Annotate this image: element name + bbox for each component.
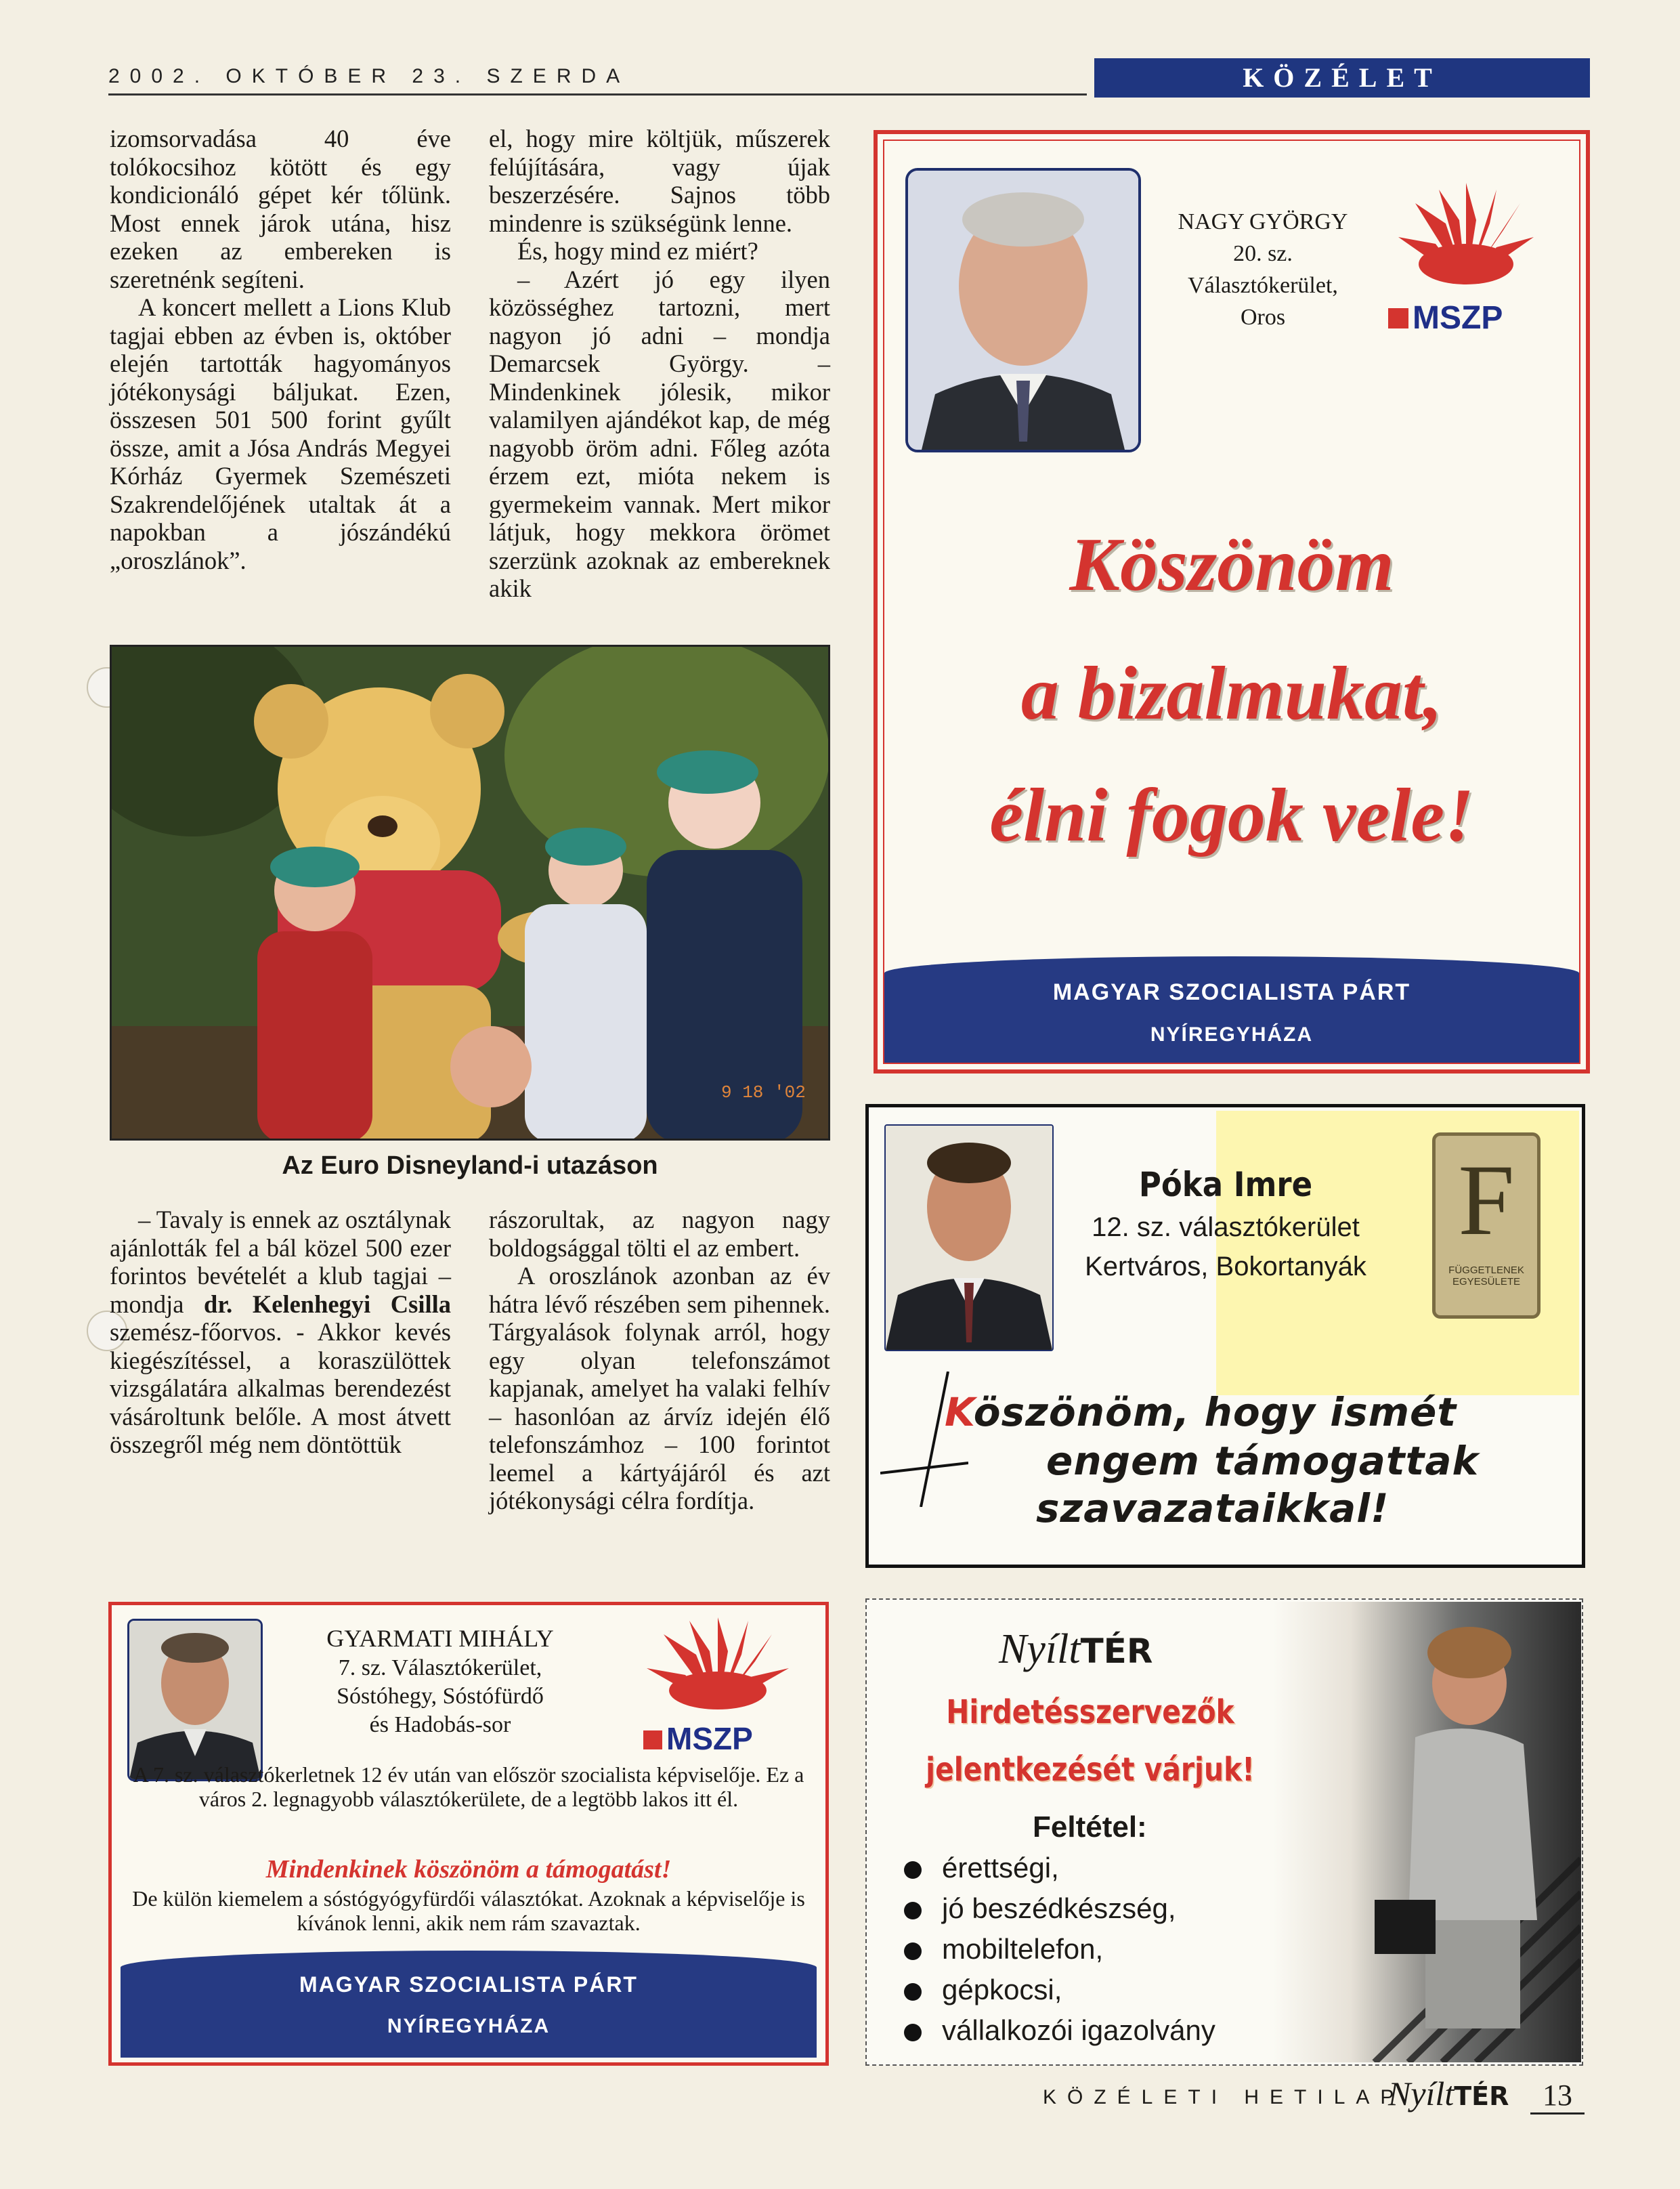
mszp-logo-text: MSZP [1413,300,1503,336]
article-paragraph: – Azért jó egy ilyen közösséghez tartozni, mert nagyon jó adni – mondja Demarcsek György. – Mindenkinek jólesik, mikor valamilyen ajándékot kap, de még nagyobb öröm adni. Főleg azóta érzem ezt, mióta nekem is gyermekeim vannak. Mert mikor látjuk, hogy mekkora örömet szerzünk azoknak az embereknek akik [489,265,830,602]
party-name: MAGYAR SZOCIALISTA PÁRT [1052,979,1411,1005]
portrait-illustration [129,1621,261,1779]
section-title: KÖZÉLET [1094,58,1590,98]
mszp-carnation-icon [1388,183,1544,298]
candidate-name-gyarmati: GYARMATI MIHÁLY [326,1625,554,1652]
party-city: NYÍREGYHÁZA [387,2015,551,2037]
portrait-illustration [886,1126,1052,1350]
poka-thanks-line1 [945,1388,1581,1436]
party-banner-gyarmati [121,1951,817,2058]
article-paragraph: A oroszlánok azonban az év hátra lévő részében sem pihennek. Tárgyalások folynak arról, hogy egy olyan telefonszámot kapjanak, amelyet ha valaki felhív – hasonlóan az árvíz idején élő telefonszámhoz – 100 forintot leemel a kártyájáról és azt jótékonysági célra fordítja. [489,1262,830,1514]
bullet-icon [904,1902,922,1919]
candidate-name-nagy: NAGY GYÖRGY [1178,209,1348,234]
photo-date-stamp: 9 18 '02 [721,1082,806,1103]
mszp-logo-text: MSZP [666,1721,753,1756]
article-paragraph [110,1206,451,1459]
ad-slogan-line3: élni fogok vele! [989,773,1474,857]
mszp-carnation-icon [637,1617,799,1719]
mszp-logo [643,1720,806,1754]
ad-nyilt-photo-area [1273,1602,1581,2062]
article-text: – Tavaly is ennek az osztálynak ajánlották fel a bál közel 500 ezer forintos bevételét a klub tagjai – mondja [110,1206,451,1318]
list-item [904,1970,1310,2010]
candidate-place: Oros [1240,305,1286,330]
party-name: MAGYAR SZOCIALISTA PÁRT [299,1972,638,1997]
article-paragraph: izomsorvadása 40 éve tolókocsihoz kötött és egy kondicionáló gépet kér tőlünk. Most ennek járok utána, hisz ezeken az embereken is szeretnénk segíteni. [110,125,451,293]
list-item [904,2010,1310,2051]
badge-letter: F [1458,1144,1515,1256]
candidate-portrait-gyarmati [127,1619,263,1781]
candidate-place-poka: Kertváros, Bokortanyák [1085,1252,1366,1281]
mszp-logo [1388,299,1551,337]
person-name-bold: dr. Kelenhegyi Csilla [204,1290,451,1318]
footer-label: KÖZÉLETI HETILAP [1043,2086,1405,2108]
list-item [904,1888,1310,1929]
ad-slogan-line2: a bizalmukat, [1020,652,1443,736]
condition-text: vállalkozói igazolvány [942,2014,1215,2046]
bullet-icon [904,1861,922,1879]
article-top-col1 [110,125,451,574]
article-bottom-col1 [110,1206,451,1459]
bullet-icon [904,1942,922,1960]
condition-text: jó beszédkészség, [942,1892,1176,1924]
condition-text: gépkocsi, [942,1974,1062,2005]
article-paragraph: rászorultak, az nagyon nagy boldogsággal tölti el az embert. [489,1206,830,1262]
badge-text-1: FÜGGETLENEK [1448,1264,1524,1276]
footer-logo-bold: TÉR [1454,2081,1509,2111]
poka-thanks-initial: K [945,1389,974,1435]
party-banner-nagy [884,956,1579,1063]
candidate-district-label: Választókerület, [1188,273,1338,298]
logo-word-italic: Nyílt [999,1626,1081,1672]
poka-thanks-line3: szavazataikkal! [1036,1485,1390,1531]
logo-word-bold: TÉR [1080,1632,1153,1671]
article-paragraph: el, hogy mire költjük, műszerek felújítására, vagy újak beszerzésére. Sajnos több mindenre is szükségünk lenne. [489,125,830,237]
nyilt-ter-logo [999,1625,1243,1674]
mszp-logo-square [643,1730,662,1749]
nyilt-conditions-title: Feltétel: [1033,1810,1147,1844]
footer-logo-italic: Nyílt [1388,2075,1455,2112]
candidate-district: 20. sz. [1233,241,1293,266]
candidate-portrait-nagy [905,168,1141,452]
article-top-col2 [489,125,830,603]
fuggetlenek-badge [1432,1132,1541,1319]
poka-thanks-line2: engem támogattak [1046,1438,1480,1484]
photo-caption: Az Euro Disneyland-i utazáson [282,1151,658,1180]
condition-text: mobiltelefon, [942,1933,1104,1965]
article-paragraph: A koncert mellett a Lions Klub tagjai ebben az évben is, október elején tartották hagyományos jótékonysági báljukat. Ezen, összesen 501 500 forint gyűlt össze, amit a Jósa András Megyei Kórház Gyermek Szemészeti Szakrendelőjének utaltak át a napokban a jószándékú „oroszlánok”. [110,293,451,574]
candidate-area-2: és Hadobás-sor [369,1712,511,1737]
article-paragraph: És, hogy mind ez miért? [517,237,758,265]
bullet-icon [904,2024,922,2041]
businesswoman-illustration [1273,1602,1581,2062]
ad-slogan-line1: Köszönöm [1069,523,1394,607]
article-text: szemész-főorvos. - Akkor kevés kiegészítéssel, a koraszülöttek vizsgálatára alkalmas berendezést vásároltunk belőle. A most átvett összegről még nem döntöttük [110,1318,451,1458]
candidate-district-gyarmati: 7. sz. Választókerület, [338,1655,542,1680]
list-item [904,1848,1310,1888]
header-rule [108,93,1087,95]
poka-thanks-text: öszönöm, hogy ismét [973,1389,1457,1435]
photo-illustration [112,647,830,1141]
gyarmati-text-1: A 7. sz. választókerletnek 12 év után van először szocialista képviselője. Ez a város 2. legnagyobb választókerülete, de a legtöbb lakos itt él. [133,1762,804,1811]
nyilt-headline-1: Hirdetésszervezők [946,1693,1234,1731]
bullet-icon [904,1983,922,2001]
party-city: NYÍREGYHÁZA [1150,1023,1314,1046]
condition-text: érettségi, [942,1852,1059,1884]
mszp-logo-square [1388,308,1408,328]
candidate-district-poka: 12. sz. választókerület [1092,1212,1360,1242]
disneyland-photo [110,645,830,1141]
issue-date: 2002. OKTÓBER 23. SZERDA [108,65,630,87]
gyarmati-text-2: De külön kiemelem a sóstógyógyfürdői választókat. Azoknak a képviselője is kívánok lenni, akik nem rám szavaztak. [132,1886,805,1935]
gyarmati-thanks: Mindenkinek köszönöm a támogatást! [265,1855,672,1884]
list-item [904,1929,1310,1970]
candidate-name-poka: Póka Imre [1138,1165,1313,1204]
candidate-portrait-poka [884,1124,1054,1351]
candidate-area-1: Sóstóhegy, Sóstófürdő [337,1684,544,1709]
portrait-illustration [908,171,1138,450]
nyilt-conditions-list [904,1848,1310,2051]
article-bottom-col2 [489,1206,830,1515]
badge-text-2: EGYESÜLETE [1452,1276,1521,1288]
page-number: 13 [1530,2078,1585,2114]
footer-logo [1388,2074,1509,2113]
nyilt-headline-2: jelentkezését várjuk! [926,1751,1255,1789]
